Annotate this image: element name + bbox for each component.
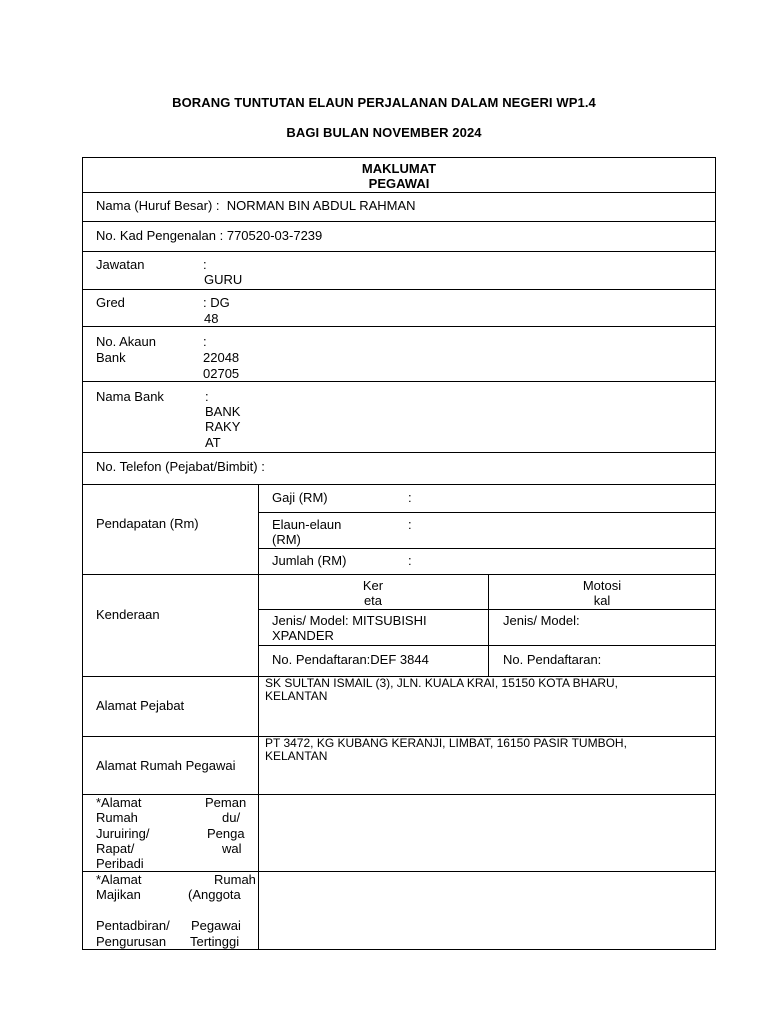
majikan-label-2a: Majikan bbox=[96, 887, 141, 902]
row-divider bbox=[82, 484, 716, 485]
row-divider bbox=[82, 871, 716, 872]
gred-value-line2: 48 bbox=[204, 311, 219, 326]
majikan-label-3b: Pegawai bbox=[191, 918, 241, 933]
row-divider bbox=[82, 289, 716, 290]
akaun-value-line1: 22048 bbox=[203, 350, 240, 365]
majikan-label-4a: Pengurusan bbox=[96, 934, 167, 949]
alamat-rumah-label: Alamat Rumah Pegawai bbox=[96, 758, 236, 773]
bank-value-line2: RAKY bbox=[205, 419, 241, 434]
row-divider bbox=[82, 381, 716, 382]
motosikal-header-line1: Motosi bbox=[582, 578, 622, 593]
alamat-pejabat-line2: KELANTAN bbox=[265, 689, 328, 703]
pemandu-label-2a: Rumah bbox=[96, 810, 138, 825]
pemandu-label-4b: wal bbox=[222, 841, 242, 856]
kad-pengenalan-row bbox=[96, 228, 322, 243]
akaun-colon: : bbox=[203, 334, 207, 349]
jumlah-label: Jumlah (RM) bbox=[272, 553, 347, 568]
row-divider bbox=[82, 192, 716, 193]
motosikal-header-line2: kal bbox=[593, 593, 611, 608]
gred-value-line1: : DG bbox=[203, 295, 230, 310]
pemandu-label-1b: Peman bbox=[205, 795, 247, 810]
sub-row-divider bbox=[258, 645, 716, 646]
nama-label bbox=[96, 198, 416, 213]
pemandu-label-3a: Juruiring/ bbox=[96, 826, 150, 841]
sub-row-divider bbox=[258, 548, 716, 549]
jumlah-colon: : bbox=[408, 553, 412, 568]
majikan-label-1a: *Alamat bbox=[96, 872, 142, 887]
row-divider bbox=[82, 251, 716, 252]
bank-label: Nama Bank bbox=[96, 389, 164, 404]
jenis-kereta-line1: Jenis/ Model: MITSUBISHI bbox=[272, 613, 427, 628]
bank-value-line1: BANK bbox=[205, 404, 241, 419]
daftar-motosikal: No. Pendaftaran: bbox=[503, 652, 602, 667]
nama-label-text: Nama (Huruf Besar) : bbox=[96, 198, 220, 213]
majikan-label-3a: Pentadbiran/ bbox=[96, 918, 170, 933]
kad-value: 770520-03-7239 bbox=[226, 228, 323, 243]
pemandu-label-2b: du/ bbox=[222, 810, 241, 825]
sub-row-divider bbox=[258, 609, 716, 610]
gaji-label: Gaji (RM) bbox=[272, 490, 328, 505]
row-divider bbox=[82, 794, 716, 795]
gred-label: Gred bbox=[96, 295, 125, 310]
row-divider bbox=[82, 452, 716, 453]
alamat-pejabat-line1: SK SULTAN ISMAIL (3), JLN. KUALA KRAI, 15150 KOTA BHARU, bbox=[265, 676, 619, 690]
officer-info-table bbox=[82, 157, 716, 950]
majikan-label-4b: Tertinggi bbox=[190, 934, 240, 949]
elaun-label-line2: (RM) bbox=[272, 532, 301, 547]
daftar-kereta: No. Pendaftaran:DEF 3844 bbox=[272, 652, 429, 667]
row-divider bbox=[82, 221, 716, 222]
alamat-rumah-line1: PT 3472, KG KUBANG KERANJI, LIMBAT, 16150 PASIR TUMBOH, bbox=[265, 736, 627, 750]
jawatan-colon: : bbox=[203, 257, 207, 272]
kad-label: No. Kad Pengenalan : bbox=[96, 228, 224, 243]
akaun-label-line1: No. Akaun bbox=[96, 334, 156, 349]
majikan-label-1b: Rumah bbox=[214, 872, 256, 887]
elaun-label-line1: Elaun-elaun bbox=[272, 517, 342, 532]
bank-colon: : bbox=[205, 389, 209, 404]
pemandu-label-4a: Rapat/ bbox=[96, 841, 135, 856]
section-heading-line2: PEGAWAI bbox=[368, 176, 430, 191]
kereta-header-line1: Ker bbox=[362, 578, 384, 593]
jenis-motosikal: Jenis/ Model: bbox=[503, 613, 580, 628]
row-divider bbox=[82, 574, 716, 575]
section-heading-line1: MAKLUMAT bbox=[361, 161, 437, 176]
majikan-label-2b: (Anggota bbox=[188, 887, 241, 902]
form-title: BORANG TUNTUTAN ELAUN PERJALANAN DALAM NEGERI WP1.4 bbox=[172, 95, 596, 110]
nama-value: NORMAN BIN ABDUL RAHMAN bbox=[226, 198, 416, 213]
sub-row-divider bbox=[258, 512, 716, 513]
jenis-kereta-line2: XPANDER bbox=[272, 628, 334, 643]
pemandu-label-3b: Penga bbox=[207, 826, 245, 841]
pemandu-label-1a: *Alamat bbox=[96, 795, 142, 810]
akaun-label-line2: Bank bbox=[96, 350, 126, 365]
bank-value-line3: AT bbox=[205, 435, 221, 450]
gaji-colon: : bbox=[408, 490, 412, 505]
row-divider bbox=[82, 326, 716, 327]
akaun-value-line2: 02705 bbox=[203, 366, 240, 381]
alamat-rumah-line2: KELANTAN bbox=[265, 749, 328, 763]
form-subtitle: BAGI BULAN NOVEMBER 2024 bbox=[286, 125, 482, 140]
column-divider bbox=[258, 484, 259, 950]
pendapatan-label: Pendapatan (Rm) bbox=[96, 516, 199, 531]
kereta-header-line2: eta bbox=[363, 593, 383, 608]
jawatan-value: GURU bbox=[204, 272, 243, 287]
kenderaan-label: Kenderaan bbox=[96, 607, 160, 622]
elaun-colon: : bbox=[408, 517, 412, 532]
pemandu-label-5a: Peribadi bbox=[96, 856, 144, 871]
jawatan-label: Jawatan bbox=[96, 257, 145, 272]
telefon-label: No. Telefon (Pejabat/Bimbit) : bbox=[96, 459, 265, 474]
alamat-pejabat-label: Alamat Pejabat bbox=[96, 698, 185, 713]
